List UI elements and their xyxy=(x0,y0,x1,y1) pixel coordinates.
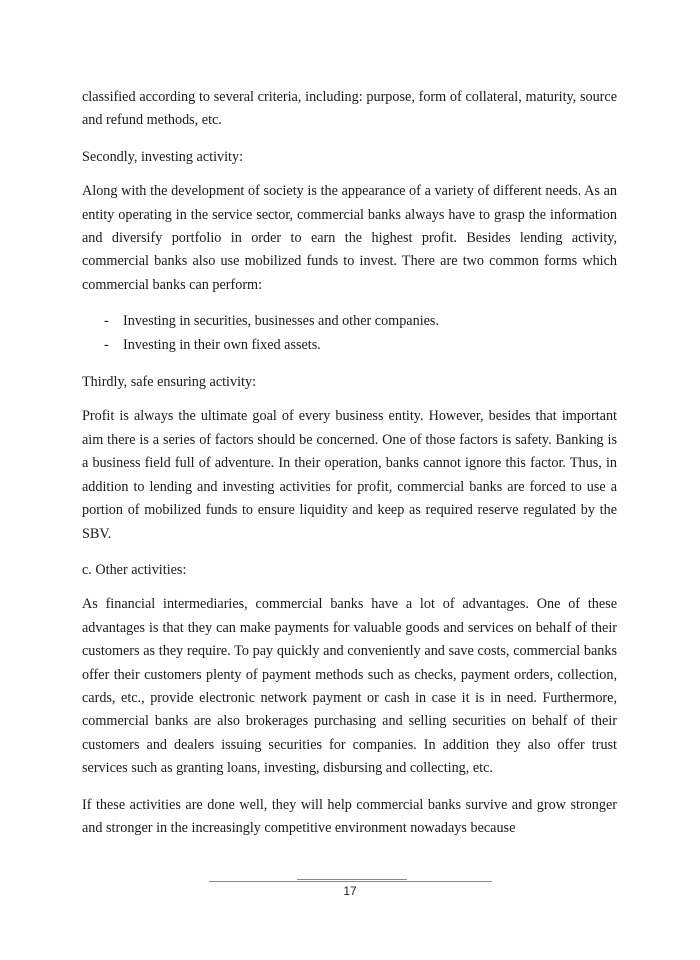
page-number: 17 xyxy=(343,884,357,898)
heading-other-activities: c. Other activities: xyxy=(82,561,187,578)
document-body xyxy=(82,86,617,853)
paragraph-safe-ensuring: Profit is always the ultimate goal of every business entity. However, besides that important aim there is a series of factors should be concerned. One of those factors is safety. Banking is a business field full of adventure. In their operation, banks cannot ignore this factor. Thus, in addition to lending and investing activities for profit, commercial banks are forced to use a portion of mobilized funds to ensure liquidity and keep as required reserve regulated by the SBV. xyxy=(82,408,617,542)
list-item-text: Investing in their own fixed assets. xyxy=(123,336,321,353)
heading-investing-activity: Secondly, investing activity: xyxy=(82,148,244,165)
investment-forms-list xyxy=(82,310,617,357)
paragraph-investing-activity: Along with the development of society is the appearance of a variety of different needs. As an entity operating in the service sector, commercial banks always have to grasp the information and diversify portfolio in order to earn the highest profit. Besides lending activity, commercial banks also use mobilized funds to invest. There are two common forms which commercial banks can perform: xyxy=(82,183,617,293)
dash-bullet: - xyxy=(104,313,109,330)
paragraph-conclusion: If these activities are done well, they will help commercial banks survive and grow stronger and stronger in the increasingly competitive environment nowadays because xyxy=(82,796,617,836)
list-item xyxy=(82,334,617,357)
heading-safe-ensuring-activity: Thirdly, safe ensuring activity: xyxy=(82,374,257,391)
list-item xyxy=(82,310,617,333)
footer-rule xyxy=(209,881,492,882)
paragraph-classified-criteria: classified according to several criteria, including: purpose, form of collateral, maturity, source and refund methods, etc. xyxy=(82,89,617,129)
footer-rule-short xyxy=(297,879,407,880)
dash-bullet: - xyxy=(104,336,109,353)
paragraph-other-activities: As financial intermediaries, commercial banks have a lot of advantages. One of these advantages is that they can make payments for valuable goods and services on behalf of their customers as they require. To pay quickly and conveniently and save costs, commercial banks offer their customers plenty of payment methods such as checks, payment orders, collection, cards, etc., provide electronic network payment or cash in case it is in need. Furthermore, commercial banks are also brokerages purchasing and selling securities on behalf of their customers and dealers issuing securities for companies. In addition they also offer trust services such as granting loans, investing, disbursing and collecting, etc. xyxy=(82,596,617,777)
list-item-text: Investing in securities, businesses and other companies. xyxy=(123,313,439,330)
